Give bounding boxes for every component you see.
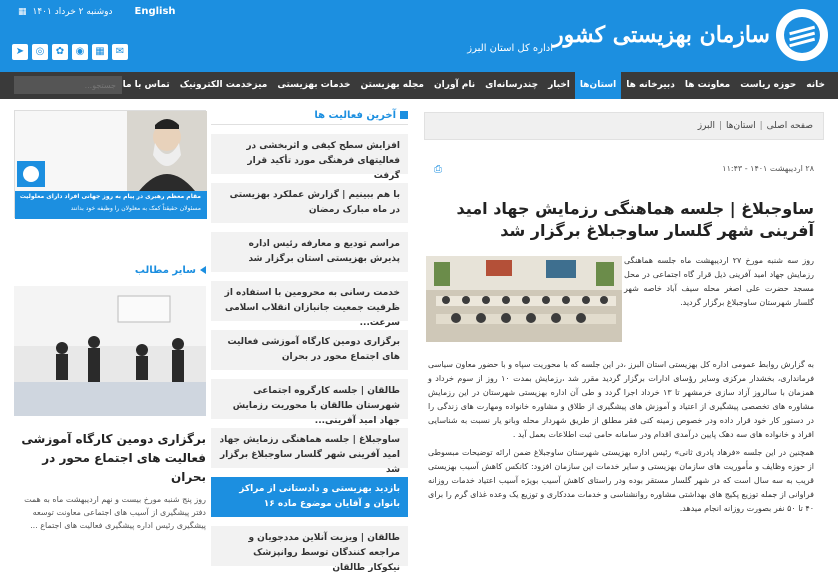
latest-item[interactable]: با هم ببینیم | گزارش عملکرد بهزیستی در ماه مبارک رمضان (211, 183, 408, 223)
latest-item[interactable]: مراسم تودیع و معارفه رئیس اداره پذیرش بهزیستی استان برگزار شد (211, 232, 408, 272)
instagram-icon[interactable]: ◎ (32, 44, 48, 60)
article (424, 112, 824, 571)
other-article-summary: روز پنج شنبه مورخ بیست و نهم اردیبهشت ماه به همت دفتر پیشگیری از آسیب های اجتماعی معاونت توسعه پیشگیری رئیس اداره پیشگیری فعالیت های اجتماع ... (24, 495, 206, 530)
breadcrumb-provinces[interactable]: استان‌ها (726, 121, 756, 131)
article-paragraph-2: به گزارش روابط عمومی اداره کل بهزیستی استان البرز ،در این جلسه که با محوریت سپاه و با حضور معاون سیاسی فرمانداری، بخشدار مرکزی وسایر رؤسای ادارات برگزار گردید مقرر شد ،رزمایش بمدت ۱۰ روز از سوم خرداد و همزمان با سالروز آزاد سازی خرمشهر تا ۱۳ خرداد اجرا گردد و طی آن اداره بهزیستی شهرستان در این رزمایش مشاوره های تخصصی پیشگیری از اعتیاد و آموزش های پیشگیری از طلاق و مشاوره خانواده ومهارت های زندگی را در دستور کار خود قرار داده ودر خصوص زمینه کنی فقر مطلق از طریق شهردار محله وبانو یار نسبت به شناسایی افراد و خانواده های سه دهک پایین درآمدی اقدام ودر سامانه حامی ثبت اطلاعات بعمل آید . (428, 360, 815, 439)
article-paragraph-1: روز سه شنبه مورخ ۲۷ اردیبهشت ماه جلسه هماهنگی رزمایش جهاد امید آفرینی ذیل قرار گاه اجتماعی در محل مسجد حضرت علی اصغر محله سیف آباد خاصه شهر گلسار شهرستان ساوجبلاغ برگزار گردید. (624, 256, 814, 307)
other-heading (14, 262, 206, 278)
aparat-icon[interactable]: ✿ (52, 44, 68, 60)
print-icon[interactable]: ⎙ (434, 164, 442, 175)
social-icons (12, 44, 128, 60)
nav-item-contact[interactable]: تماس با ما (122, 80, 170, 90)
windows-icon[interactable]: ▦ (92, 44, 108, 60)
other-article-photo[interactable] (14, 286, 206, 416)
article-date: ۲۸ اردیبهشت ۱۴۰۱ - ۱۱:۴۳ (722, 164, 814, 173)
nav-item-secretariats[interactable]: دبیرخانه ها (626, 80, 675, 90)
banner-quote: مسئولان حقیقتاً کمک به معلولان را وظیفه خود بدانند (70, 205, 201, 212)
rss-icon[interactable]: ◉ (72, 44, 88, 60)
latest-item[interactable]: افزایش سطح کیفی و اثربخشی در فعالیتهای فرهنگی مورد تأکید قرار گرفت (211, 134, 408, 174)
latest-item-highlighted[interactable]: بازدید بهزیستی و دادستانی از مراکز بانوان و آقایان موضوع ماده ۱۶ (211, 477, 408, 517)
telegram-icon[interactable]: ➤ (12, 44, 28, 60)
article-paragraph-3: همچنین در این جلسه «فرهاد پادری ثانی» رئیس اداره بهزیستی شهرستان ساوجبلاغ ضمن ارائه توضیحات مبسوطی از حوزه وظایف و مأموریت های سازمان بهزیستی و سایر خدمات این سازمان افزود: کانکس کاهش آسیب بهزیستی قریب به سه سال است که در شهر گلسار مستقر بوده ودر راستای کاهش آسیب بویژه آسیب اعتیاد خدمات روزانه فراوانی از جمله توزیع پکیج های بهداشتی مشاوره روانشناسی و خدمات مددکاری و توزیع یک وعده غذای گرم را برای ۴۰ تا ۵۰ نفر بصورت روزانه انجام میدهد. (428, 448, 814, 513)
banner-column (14, 110, 206, 218)
breadcrumb-home[interactable]: صفحه اصلی (766, 121, 813, 131)
leader-banner[interactable] (14, 110, 206, 218)
latest-item[interactable]: خدمت رسانی به محرومین با استفاده از ظرفیت جمعیت جانبازان انقلاب اسلامی سرعت... (211, 281, 408, 321)
logo-emblem (776, 9, 828, 61)
nav-item-home[interactable]: خانه (806, 80, 825, 90)
nav-item-provinces[interactable]: استان‌ها (575, 72, 621, 99)
breadcrumb-separator: | (718, 121, 723, 131)
english-link[interactable]: English (134, 6, 176, 17)
article-photo (426, 256, 622, 342)
calendar-icon: ▦ (18, 6, 27, 17)
banner-headline: مقام معظم رهبری در پیام به روز جهانی افراد دارای معلولیت (19, 193, 201, 200)
breadcrumb-current: البرز (697, 121, 715, 131)
nav-item-deputies[interactable]: معاونت ها (684, 80, 731, 90)
logo-text: سازمان بهزیستی کشور (553, 22, 770, 48)
banner-art (15, 111, 207, 219)
nav-item-presidency[interactable]: حوزه ریاست (740, 80, 797, 90)
breadcrumb-separator: | (759, 121, 763, 131)
logo[interactable] (553, 6, 828, 64)
province-subtitle: اداره کل استان البرز (467, 43, 553, 54)
nav-item-multimedia[interactable]: چندرسانه‌ای (485, 80, 539, 90)
heading-arrow-icon (200, 266, 206, 274)
search-input[interactable] (14, 76, 122, 94)
latest-item[interactable]: طالقان | ویزیت آنلاین مددجویان و مراجعه کنندگان توسط روانپزشک نیکوکار طالقان (211, 526, 408, 566)
breadcrumb (424, 112, 824, 140)
main-nav (0, 72, 838, 99)
nav-item-e-desk[interactable]: میزخدمت الکترونیک (179, 80, 268, 90)
other-heading-text: سایر مطالب (134, 264, 196, 276)
other-article-title[interactable]: برگزاری دومین کارگاه آموزشی فعالیت های اجتماع محور در بحران (21, 432, 206, 484)
top-line (18, 6, 176, 17)
latest-activities (211, 106, 408, 573)
nav-item-services[interactable]: خدمات بهزیستی (277, 80, 351, 90)
nav-item-news[interactable]: اخبار (548, 80, 570, 90)
site-header (0, 0, 838, 72)
heading-marker-icon (400, 111, 408, 119)
nav-item-famous[interactable]: نام آوران (434, 80, 476, 90)
date-text: دوشنبه ۲ خرداد ۱۴۰۱ (32, 6, 113, 17)
nav-item-magazine[interactable]: مجله بهزیستن (360, 80, 424, 90)
latest-heading-text: آخرین فعالیت ها (314, 109, 396, 121)
latest-item[interactable]: طالقان | جلسه کارگروه اجتماعی شهرستان طالقان با محوریت رزمایش جهاد امید آفرینی... (211, 379, 408, 419)
latest-item[interactable]: ساوجبلاغ | جلسه هماهنگی رزمایش جهاد امید آفرینی شهر گلسار ساوجبلاغ برگزار شد (211, 428, 408, 468)
eitaa-icon[interactable]: ✉ (112, 44, 128, 60)
article-title: ساوجبلاغ | جلسه هماهنگی رزمایش جهاد امید آفرینی شهر گلسار ساوجبلاغ برگزار شد (456, 199, 814, 240)
latest-item[interactable]: برگزاری دومین کارگاه آموزشی فعالیت های اجتماع محور در بحران (211, 330, 408, 370)
other-articles (14, 262, 206, 532)
latest-heading (211, 106, 408, 125)
